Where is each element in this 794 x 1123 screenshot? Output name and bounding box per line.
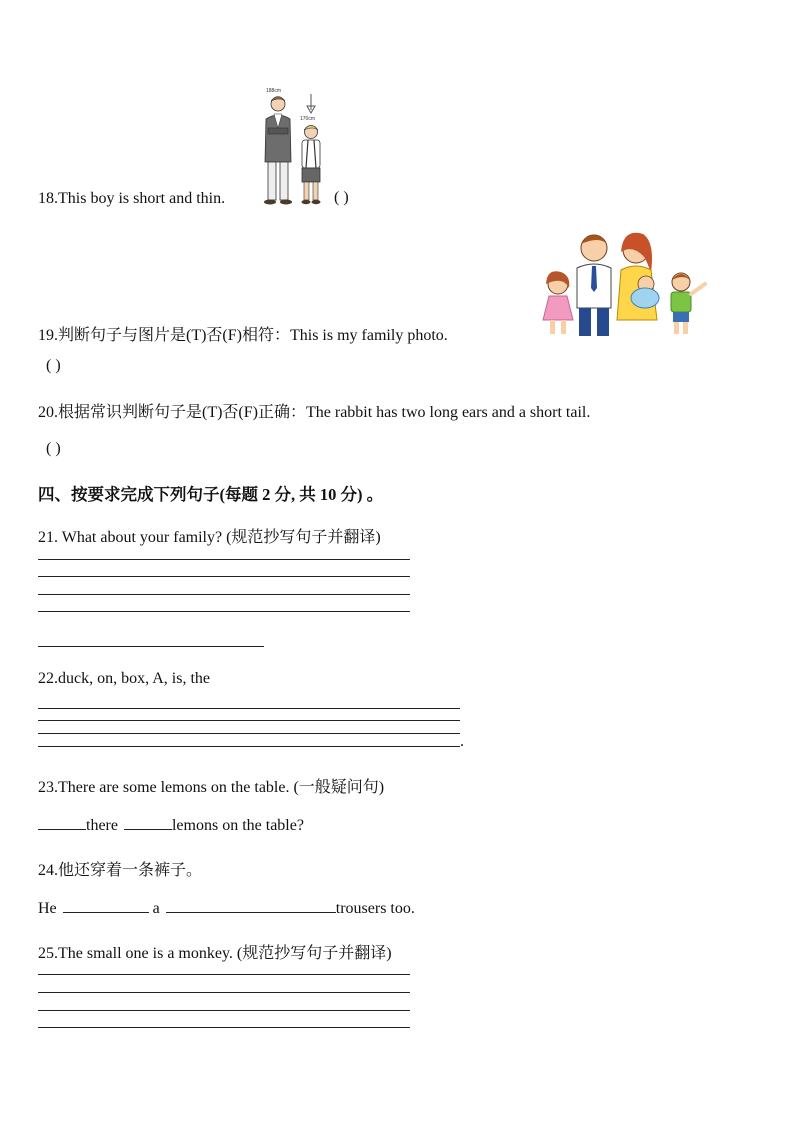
q23-blank-2[interactable] bbox=[124, 815, 172, 830]
q25-answer-line-1[interactable] bbox=[38, 974, 410, 975]
section-4-heading: 四、按要求完成下列句子(每题 2 分, 共 10 分) 。 bbox=[38, 485, 384, 504]
q24-blank-1[interactable] bbox=[63, 898, 149, 913]
q19-family-illustration bbox=[533, 228, 711, 340]
q24-fill-line bbox=[38, 898, 415, 918]
q22-answer-line-2[interactable] bbox=[38, 720, 460, 721]
q23-part-2: lemons on the table? bbox=[171, 817, 304, 834]
q25-text: 25.The small one is a monkey. (规范抄写句子并翻译) bbox=[38, 945, 392, 962]
q25-answer-line-4[interactable] bbox=[38, 1027, 410, 1028]
q21-answer-line-2[interactable] bbox=[38, 576, 410, 577]
q22-end-period: . bbox=[460, 733, 464, 750]
q21-answer-line-4[interactable] bbox=[38, 611, 410, 612]
q23-part-1: there bbox=[86, 817, 118, 834]
q21-answer-line-1[interactable] bbox=[38, 559, 410, 560]
q23-text: 23.There are some lemons on the table. (一般疑问句) bbox=[38, 779, 385, 796]
q25-answer-line-3[interactable] bbox=[38, 1010, 410, 1011]
man-and-boy-height-illustration bbox=[258, 84, 330, 210]
q24-text: 24.他还穿着一条裤子。 bbox=[38, 862, 203, 879]
q24-word-1: He bbox=[38, 900, 57, 917]
q21-text: 21. What about your family? (规范抄写句子并翻译) bbox=[38, 529, 381, 546]
q18-answer-parens[interactable]: ( ) bbox=[334, 189, 349, 206]
q24-word-3: trousers too. bbox=[335, 900, 415, 917]
short-height-label: 170cm bbox=[300, 116, 316, 122]
tall-height-label: 188cm bbox=[266, 88, 282, 94]
family-photo-illustration bbox=[533, 228, 711, 340]
q24-word-2: a bbox=[152, 900, 160, 917]
q18-illustration bbox=[258, 84, 330, 210]
q25-answer-line-2[interactable] bbox=[38, 992, 410, 993]
q22-answer-line-4[interactable] bbox=[38, 746, 460, 747]
q19-answer-parens[interactable]: ( ) bbox=[46, 357, 61, 374]
q23-blank-1[interactable] bbox=[38, 815, 86, 830]
q23-fill-line bbox=[38, 815, 304, 835]
q21-answer-line-3[interactable] bbox=[38, 594, 410, 595]
q22-text: 22.duck, on, box, A, is, the bbox=[38, 670, 210, 687]
q22-answer-line-3[interactable] bbox=[38, 733, 460, 734]
q21-translation-line[interactable] bbox=[38, 646, 264, 647]
q20-text: 20.根据常识判断句子是(T)否(F)正确：The rabbit has two long ears and a short tail. bbox=[38, 404, 591, 421]
q19-text: 19.判断句子与图片是(T)否(F)相符：This is my family photo. bbox=[38, 327, 448, 344]
q20-answer-parens[interactable]: ( ) bbox=[46, 440, 61, 457]
q22-answer-line-1[interactable] bbox=[38, 708, 460, 709]
q18-text: 18.This boy is short and thin. bbox=[38, 190, 226, 207]
q24-blank-2[interactable] bbox=[166, 898, 336, 913]
